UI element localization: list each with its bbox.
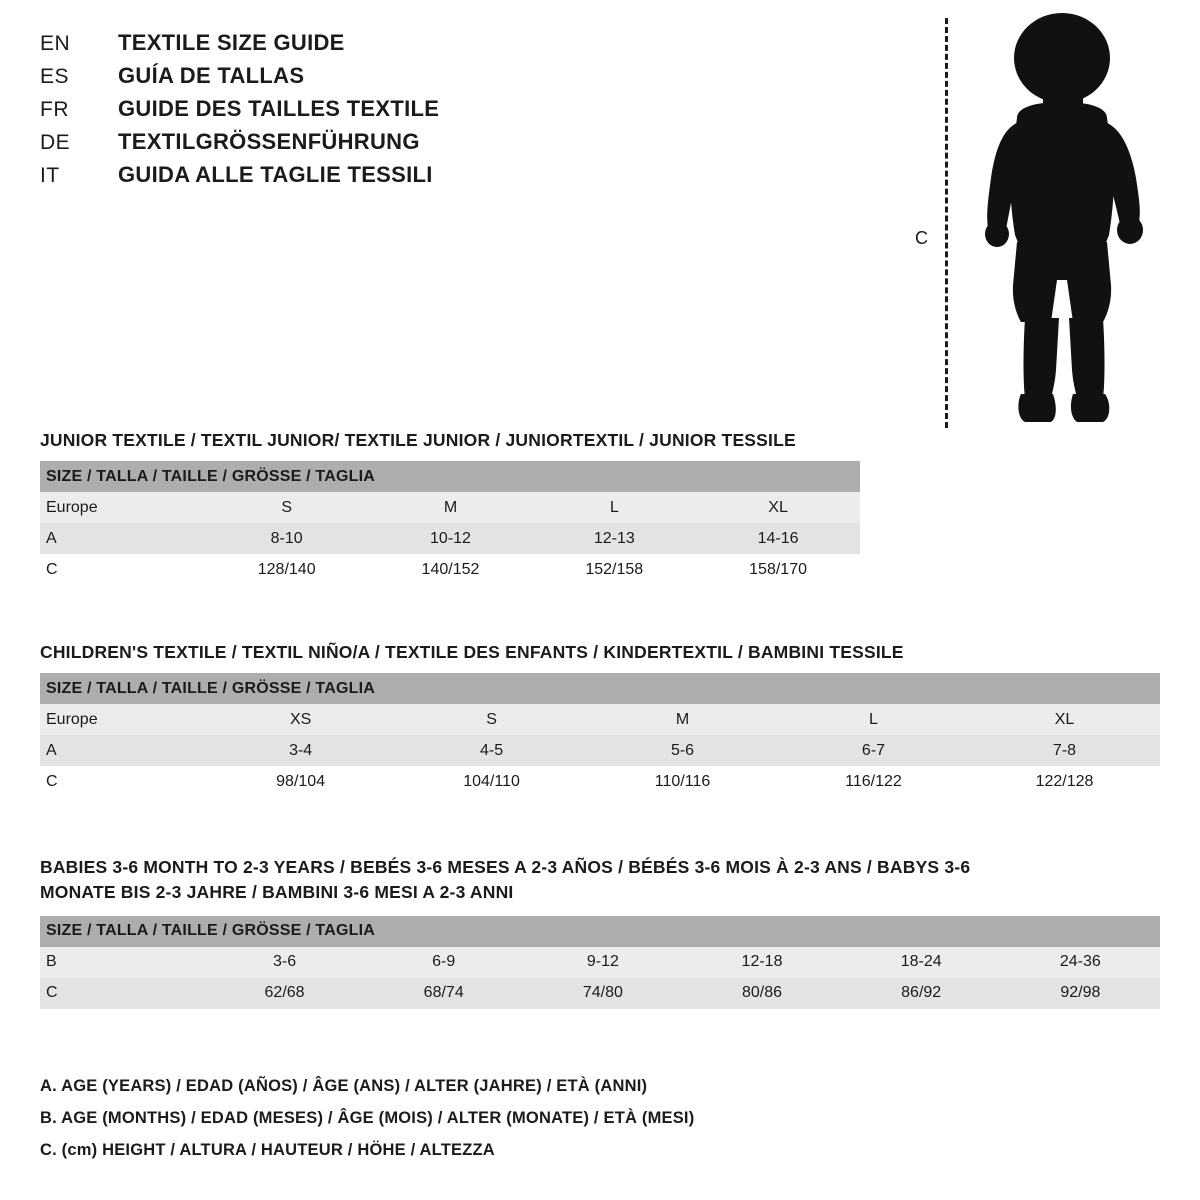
cell-value: 152/158	[532, 554, 696, 585]
cell-value: 92/98	[1001, 978, 1160, 1009]
language-code: EN	[40, 32, 71, 55]
row-label: A	[40, 735, 205, 766]
row-label: C	[40, 766, 205, 797]
cell-value: 12-13	[532, 523, 696, 554]
language-title: GUÍA DE TALLAS	[118, 63, 305, 88]
cell-value: 14-16	[696, 523, 860, 554]
language-title: GUIDE DES TAILLES TEXTILE	[118, 96, 440, 121]
size-band-label: SIZE / TALLA / TAILLE / GRÖSSE / TAGLIA	[40, 916, 1160, 947]
section-title-junior: JUNIOR TEXTILE / TEXTIL JUNIOR/ TEXTILE JUNIOR / JUNIORTEXTIL / JUNIOR TESSILE	[40, 430, 796, 450]
table-band-row	[40, 673, 1160, 704]
section-children	[40, 640, 1160, 797]
cell-value: 98/104	[205, 766, 396, 797]
table-row	[40, 947, 1160, 978]
height-dashed-line	[945, 18, 948, 428]
cell-value: 110/116	[587, 766, 778, 797]
cell-value: 24-36	[1001, 947, 1160, 978]
cell-value: 140/152	[369, 554, 533, 585]
cell-value: M	[587, 704, 778, 735]
cell-value: 3-4	[205, 735, 396, 766]
legend-line-a: A. AGE (YEARS) / EDAD (AÑOS) / ÂGE (ANS) / ALTER (JAHRE) / ETÀ (ANNI)	[40, 1077, 648, 1095]
row-label: Europe	[40, 704, 205, 735]
language-code: ES	[40, 65, 70, 88]
cell-value: 62/68	[205, 978, 364, 1009]
language-code: IT	[40, 164, 60, 187]
measurement-figure	[900, 10, 1180, 430]
language-title: TEXTILGRÖSSENFÜHRUNG	[118, 129, 420, 154]
cell-value: 10-12	[369, 523, 533, 554]
cell-value: 116/122	[778, 766, 969, 797]
cell-value: 5-6	[587, 735, 778, 766]
table-children	[40, 673, 1160, 797]
section-title-babies: BABIES 3-6 MONTH TO 2-3 YEARS / BEBÉS 3-6 MESES A 2-3 AÑOS / BÉBÉS 3-6 MOIS À 2-3 ANS / BABYS 3-6 MONATE BIS 2-3 JAHRE / BAMBINI 3-6 MESI A 2-3 ANNI	[40, 857, 971, 903]
size-band-label: SIZE / TALLA / TAILLE / GRÖSSE / TAGLIA	[40, 461, 860, 492]
row-label: B	[40, 947, 205, 978]
cell-value: 122/128	[969, 766, 1160, 797]
row-label: C	[40, 554, 205, 585]
row-label: A	[40, 523, 205, 554]
cell-value: 158/170	[696, 554, 860, 585]
cell-value: L	[532, 492, 696, 523]
section-title-children: CHILDREN'S TEXTILE / TEXTIL NIÑO/A / TEXTILE DES ENFANTS / KINDERTEXTIL / BAMBINI TESSILE	[40, 642, 904, 662]
language-code: DE	[40, 131, 71, 154]
cell-value: XL	[969, 704, 1160, 735]
table-row	[40, 978, 1160, 1009]
section-junior	[40, 428, 1160, 585]
cell-value: 128/140	[205, 554, 369, 585]
table-row	[40, 704, 1160, 735]
language-row	[40, 96, 900, 129]
language-title-block	[40, 30, 900, 195]
language-title: GUIDA ALLE TAGLIE TESSILI	[118, 162, 433, 187]
cell-value: 6-7	[778, 735, 969, 766]
language-row	[40, 162, 900, 195]
row-label: Europe	[40, 492, 205, 523]
cell-value: 3-6	[205, 947, 364, 978]
language-code: FR	[40, 98, 69, 121]
table-band-row	[40, 916, 1160, 947]
cell-value: XL	[696, 492, 860, 523]
size-band-label: SIZE / TALLA / TAILLE / GRÖSSE / TAGLIA	[40, 673, 1160, 704]
cell-value: S	[205, 492, 369, 523]
table-row	[40, 735, 1160, 766]
table-row	[40, 492, 860, 523]
legend-line-b: B. AGE (MONTHS) / EDAD (MESES) / ÂGE (MOIS) / ALTER (MONATE) / ETÀ (MESI)	[40, 1109, 695, 1128]
row-label: C	[40, 978, 205, 1009]
cell-value: 104/110	[396, 766, 587, 797]
cell-value: 6-9	[364, 947, 523, 978]
table-row	[40, 523, 860, 554]
language-row	[40, 129, 900, 162]
table-row	[40, 554, 860, 585]
table-junior	[40, 461, 860, 585]
legend-line-c: C. (cm) HEIGHT / ALTURA / HAUTEUR / HÖHE / ALTEZZA	[40, 1141, 495, 1160]
cell-value: 86/92	[842, 978, 1001, 1009]
language-title: TEXTILE SIZE GUIDE	[118, 30, 345, 55]
cell-value: 9-12	[523, 947, 682, 978]
cell-value: 4-5	[396, 735, 587, 766]
cell-value: S	[396, 704, 587, 735]
cell-value: 18-24	[842, 947, 1001, 978]
section-babies	[40, 855, 1160, 1009]
cell-value: 7-8	[969, 735, 1160, 766]
cell-value: M	[369, 492, 533, 523]
language-row	[40, 63, 900, 96]
cell-value: XS	[205, 704, 396, 735]
table-babies	[40, 916, 1160, 1009]
child-silhouette-icon	[955, 10, 1170, 430]
cell-value: 74/80	[523, 978, 682, 1009]
legend-block	[40, 1070, 1140, 1167]
table-row	[40, 766, 1160, 797]
cell-value: 80/86	[682, 978, 841, 1009]
cell-value: 8-10	[205, 523, 369, 554]
cell-value: 12-18	[682, 947, 841, 978]
cell-value: 68/74	[364, 978, 523, 1009]
height-measure-label: C	[915, 228, 928, 248]
language-row	[40, 30, 900, 63]
table-band-row	[40, 461, 860, 492]
cell-value: L	[778, 704, 969, 735]
